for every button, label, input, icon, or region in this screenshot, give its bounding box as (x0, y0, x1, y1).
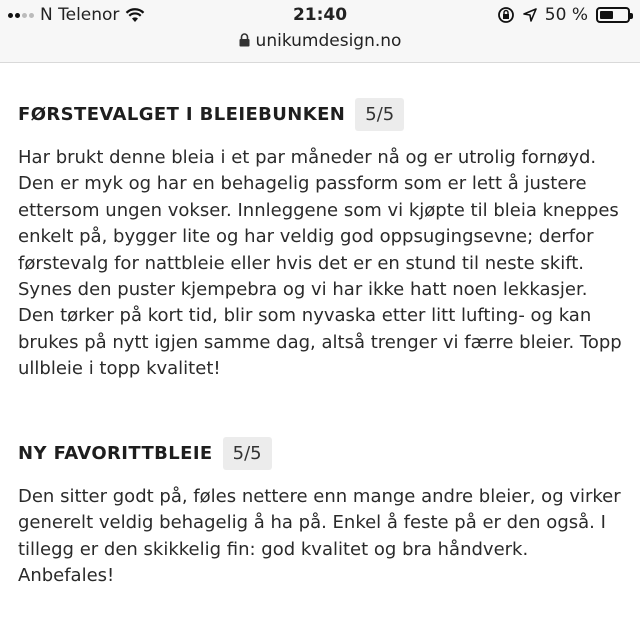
lock-icon (239, 33, 250, 47)
rating-badge: 5/5 (223, 437, 272, 470)
rating-badge: 5/5 (355, 98, 404, 131)
browser-top-bar (0, 0, 640, 63)
review-text: Den sitter godt på, føles nettere enn mange andre bleier, og virker generelt veldig behagelig å ha på. Enkel å feste på er den også. I tillegg er den skikkelig fin: god kvalitet og bra håndverk. Anbefales! (18, 486, 621, 587)
review-title: NY FAVORITTBLEIE (18, 443, 213, 464)
status-bar (0, 5, 640, 31)
address-bar[interactable] (0, 31, 640, 51)
review-card (18, 437, 624, 590)
battery-icon (596, 7, 630, 23)
review-card (18, 98, 624, 383)
review-title: FØRSTEVALGET I BLEIEBUNKEN (18, 104, 346, 125)
review-text: Har brukt denne bleia i et par måneder nå og er utrolig fornøyd. Den er myk og har en behagelig passform som er lett å justere ettersom ungen vokser. Innleggene som vi kjøpte til bleia kneppes enkelt på, bygger lite og har veldig god oppsugingsevne; derfor førstevalg for nattbleie eller hvis det er en stund til neste skift. Synes den puster kjempebra og vi har ikke hatt noen lekkasjer. Den tørker på kort tid, blir som nyvaska etter litt lufting- og kan brukes på nytt igjen samme dag, altså trenger vi færre bleier. Topp ullbleie i topp kvalitet! (18, 147, 622, 380)
review-header (18, 98, 624, 131)
location-arrow-icon (523, 8, 537, 22)
rotation-lock-icon (497, 6, 515, 24)
clock: 21:40 (292, 5, 348, 25)
battery-level (600, 11, 613, 19)
url-text[interactable]: unikumdesign.no (255, 31, 402, 51)
status-right-group (497, 5, 630, 25)
battery-percent: 50 % (544, 5, 588, 25)
carrier-name: N Telenor (40, 5, 120, 25)
review-header (18, 437, 624, 470)
